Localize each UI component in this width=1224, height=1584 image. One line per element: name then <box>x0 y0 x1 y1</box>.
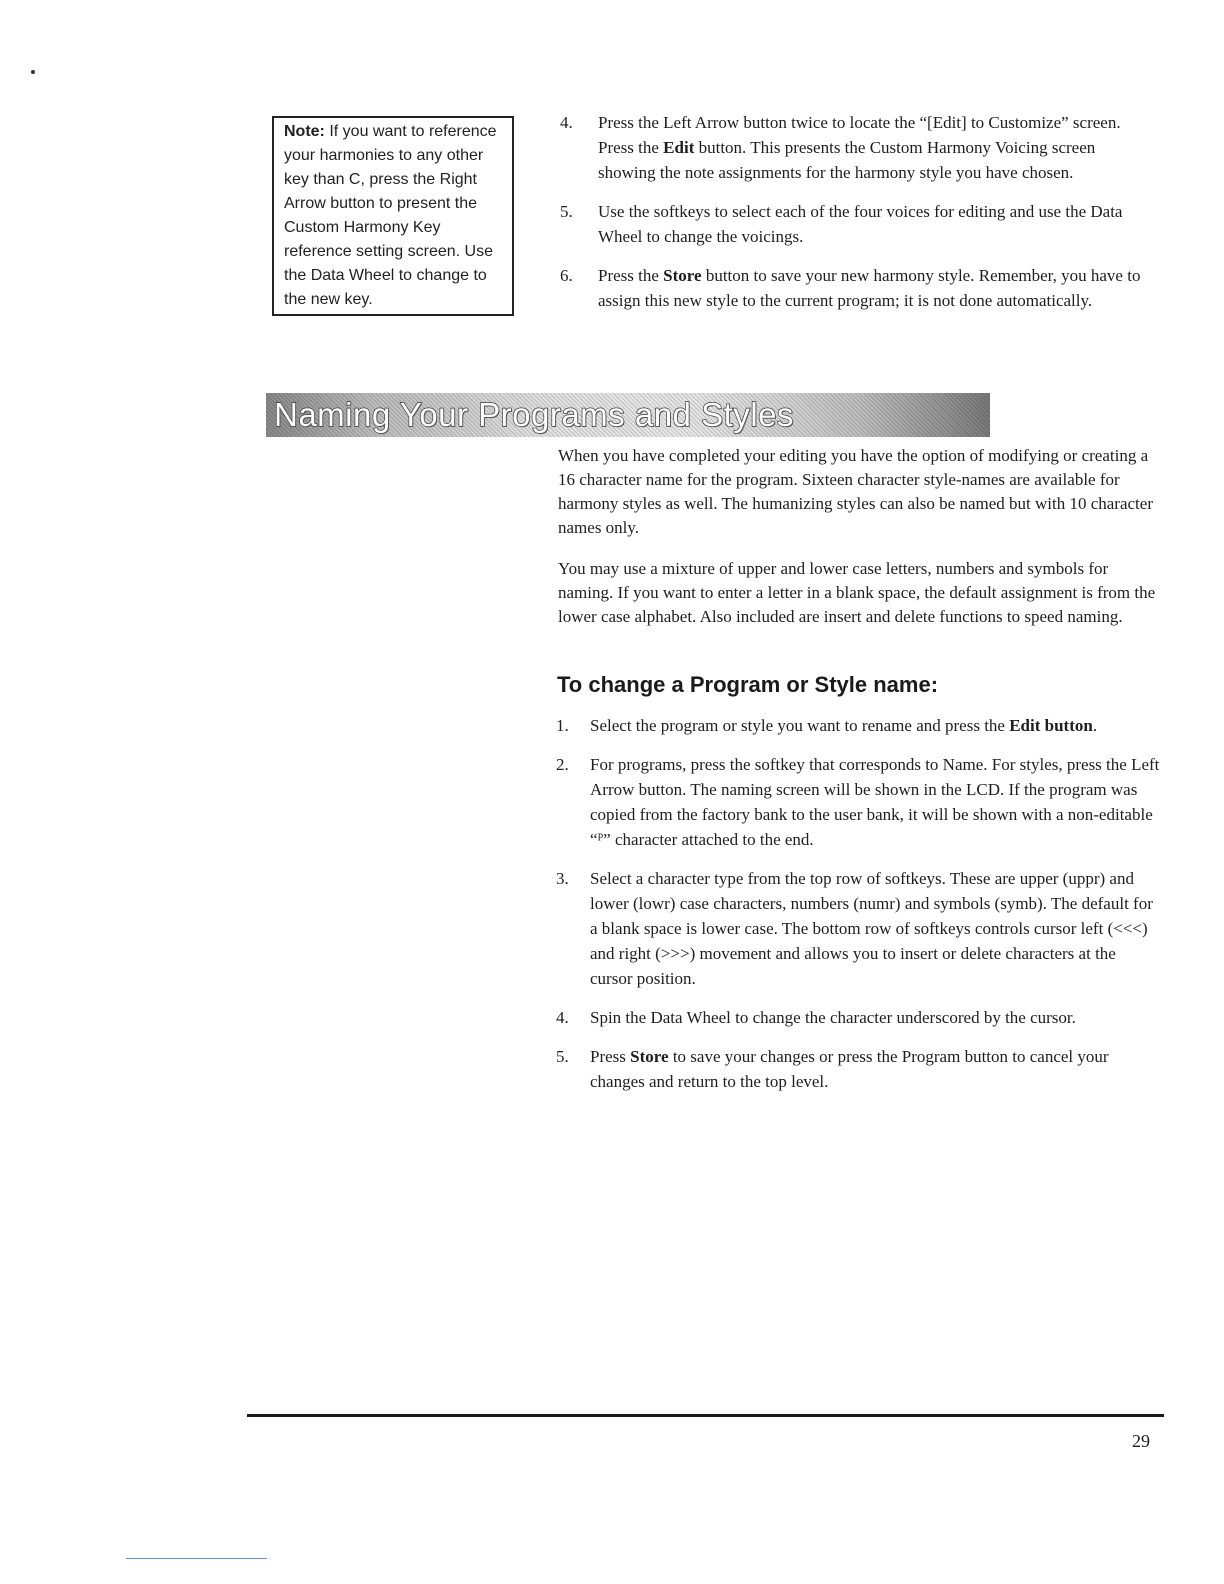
list-item <box>556 713 1160 738</box>
section-title: Naming Your Programs and Styles <box>274 396 794 433</box>
step-text: Press <box>590 1047 631 1066</box>
step-bold-text: Edit button <box>1009 716 1093 735</box>
step-text: For programs, press the softkey that corresponds to Name. For styles, press the Left Arrow button. The naming screen will be shown in the LCD. If the program was copied from the factory bank to the user bank, it will be shown with a non-editable “ᴾ” character attached to the end. <box>590 755 1160 849</box>
step-text: Press the Left Arrow button twice to locate the “[Edit] to Customize” screen. Press the <box>598 113 1121 157</box>
scan-speck <box>31 70 35 74</box>
step-number: 4. <box>556 1008 569 1027</box>
step-number: 3. <box>556 869 569 888</box>
step-text-end: . <box>1092 716 1098 735</box>
intro-paragraph: When you have completed your editing you have the option of modifying or creating a 16 character name for the program. Sixteen character style-names are available for harmony styles as well. The humanizing styles can also be named but with 10 character names only. <box>558 446 1153 537</box>
list-item <box>556 752 1160 852</box>
step-text-end: button to save your new harmony style. Remember, you have to assign this new style to the current program; it is not done automatically. <box>598 266 1141 310</box>
list-item <box>556 1044 1160 1094</box>
note-label: Note: <box>284 123 325 140</box>
step-bold-text: Edit <box>663 138 695 157</box>
step-number: 1. <box>556 716 569 735</box>
step-number: 6. <box>560 266 573 285</box>
footer-underline <box>126 1558 267 1559</box>
page-number: 29 <box>1132 1431 1150 1451</box>
step-bold-text: Store <box>630 1047 669 1066</box>
list-item <box>560 263 1150 313</box>
note-box <box>272 116 514 316</box>
step-number: 2. <box>556 755 569 774</box>
section-banner <box>266 393 990 437</box>
step-number: 5. <box>560 202 573 221</box>
note-text: If you want to reference your harmonies to any other key than C, press the Right Arrow button to present the Custom Harmony Key reference setting screen. Use the Data Wheel to change to the new key. <box>284 123 497 308</box>
top-steps-list <box>560 110 1150 327</box>
step-text: Select a character type from the top row of softkeys. These are upper (uppr) and lower (lowr) case characters, numbers (numr) and symbols (symb). The default for a blank space is lower case. The bottom row of softkeys controls cursor left (<<<) and right (>>>) movement and allows you to insert or delete characters at the cursor position. <box>590 869 1153 988</box>
step-number: 5. <box>556 1047 569 1066</box>
step-text: Spin the Data Wheel to change the character underscored by the cursor. <box>590 1008 1076 1027</box>
list-item <box>556 1005 1160 1030</box>
step-text: Use the softkeys to select each of the four voices for editing and use the Data Wheel to change the voicings. <box>598 202 1123 246</box>
list-item <box>560 199 1150 249</box>
step-number: 4. <box>560 113 573 132</box>
step-text-end: to save your changes or press the Program button to cancel your changes and return to the top level. <box>590 1047 1109 1091</box>
step-text-end: button. This presents the Custom Harmony Voicing screen showing the note assignments for the harmony style you have chosen. <box>598 138 1096 182</box>
procedure-steps-list <box>556 713 1160 1108</box>
list-item <box>560 110 1150 185</box>
procedure-heading: To change a Program or Style name: <box>557 672 939 697</box>
step-text: Press the <box>598 266 664 285</box>
step-bold-text: Store <box>663 266 702 285</box>
naming-paragraph: You may use a mixture of upper and lower case letters, numbers and symbols for naming. If you want to enter a letter in a blank space, the default assignment is from the lower case alphabet. Also included are insert and delete functions to speed naming. <box>558 559 1156 626</box>
list-item <box>556 866 1160 991</box>
footer-rule <box>247 1414 1164 1417</box>
step-text: Select the program or style you want to rename and press the <box>590 716 1010 735</box>
